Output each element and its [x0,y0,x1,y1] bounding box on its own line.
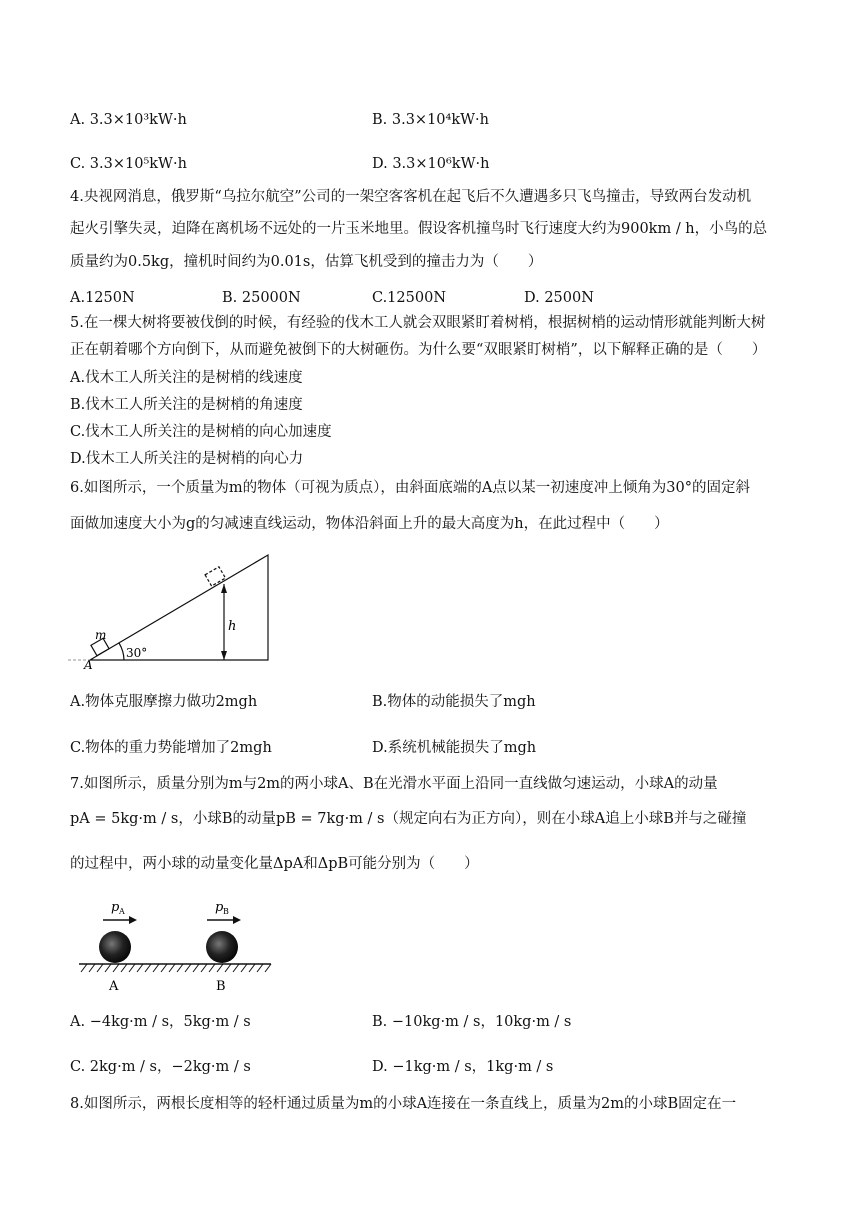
arrow-b-label: p [215,900,224,915]
q5-option-d: D.伐木工人所关注的是树梢的向心力 [70,451,304,467]
ball-a-label: A [109,979,119,994]
q7-option-b: B. −10kg·m / s，10kg·m / s [372,1014,572,1030]
q6-stem-line-1: 6.如图所示，一个质量为m的物体（可视为质点），由斜面底端的A点以某一初速度冲上倾角为30°的固定斜 [70,480,751,496]
q7-option-d: D. −1kg·m / s，1kg·m / s [372,1059,554,1075]
q8-stem-line-1: 8.如图所示，两根长度相等的轻杆通过质量为m的小球A连接在一条直线上，质量为2m的小球B固定在一 [70,1096,737,1112]
q5-option-b: B.伐木工人所关注的是树梢的角速度 [70,397,303,413]
q3-option-d: D. 3.3×10⁶kW·h [372,156,490,172]
arrow-a-label: p [111,900,120,915]
q4-option-b: B. 25000N [222,290,301,306]
q3-option-c: C. 3.3×10⁵kW·h [70,156,187,172]
incline-point-label: A [84,658,93,670]
q5-option-c: C.伐木工人所关注的是树梢的向心加速度 [70,424,332,440]
q4-option-a: A.1250N [70,290,135,306]
q6-option-c: C.物体的重力势能增加了2mgh [70,740,272,756]
q7-stem-line-1: 7.如图所示，质量分别为m与2m的两小球A、B在光滑水平面上沿同一直线做匀速运动，小球A的动量 [70,776,718,792]
q5-stem-line-1: 5.在一棵大树将要被伐倒的时候，有经验的伐木工人就会双眼紧盯着树梢，根据树梢的运动情形就能判断大树 [70,315,766,331]
q6-option-a: A.物体克服摩擦力做功2mgh [70,694,258,710]
q4-stem-line-2: 起火引擎失灵，迫降在离机场不远处的一片玉米地里。假设客机撞鸟时飞行速度大约为900km / h，小鸟的总 [70,221,768,237]
incline-figure [68,548,278,670]
q7-option-a: A. −4kg·m / s，5kg·m / s [70,1014,251,1030]
ball-b [206,931,238,963]
q5-stem-line-2: 正在朝着哪个方向倒下，从而避免被倒下的大树砸伤。为什么要“双眼紧盯树梢”，以下解释正确的是（ ） [70,342,767,358]
ball-a [99,931,131,963]
q3-option-a: A. 3.3×10³kW·h [70,112,187,128]
q4-option-d: D. 2500N [524,290,594,306]
q7-option-c: C. 2kg·m / s，−2kg·m / s [70,1059,251,1075]
q5-option-a: A.伐木工人所关注的是树梢的线速度 [70,370,303,386]
q7-stem-line-2: pA = 5kg·m / s，小球B的动量pB = 7kg·m / s（规定向右为正方向），则在小球A追上小球B并与之碰撞 [70,811,747,827]
collision-figure [75,892,275,994]
arrow-b-subscript: B [223,907,229,916]
q6-option-d: D.系统机械能损失了mgh [372,740,537,756]
q6-option-b: B.物体的动能损失了mgh [372,694,536,710]
incline-angle-label: 30° [126,646,148,660]
incline-mass-label: m [95,628,107,642]
q4-option-c: C.12500N [372,290,447,306]
incline-height-label: h [228,619,237,634]
q6-stem-line-2: 面做加速度大小为g的匀减速直线运动，物体沿斜面上升的最大高度为h，在此过程中（ ） [70,516,669,532]
q4-stem-line-1: 4.央视网消息，俄罗斯“乌拉尔航空”公司的一架空客客机在起飞后不久遭遇多只飞鸟撞击，导致两台发动机 [70,189,752,205]
q3-option-b: B. 3.3×10⁴kW·h [372,112,489,128]
ball-b-label: B [216,979,226,994]
arrow-a-subscript: A [119,907,125,916]
q7-stem-line-3: 的过程中，两小球的动量变化量ΔpA和ΔpB可能分别为（ ） [70,856,479,872]
q4-stem-line-3: 质量约为0.5kg，撞机时间约为0.01s，估算飞机受到的撞击力为（ ） [70,254,543,270]
